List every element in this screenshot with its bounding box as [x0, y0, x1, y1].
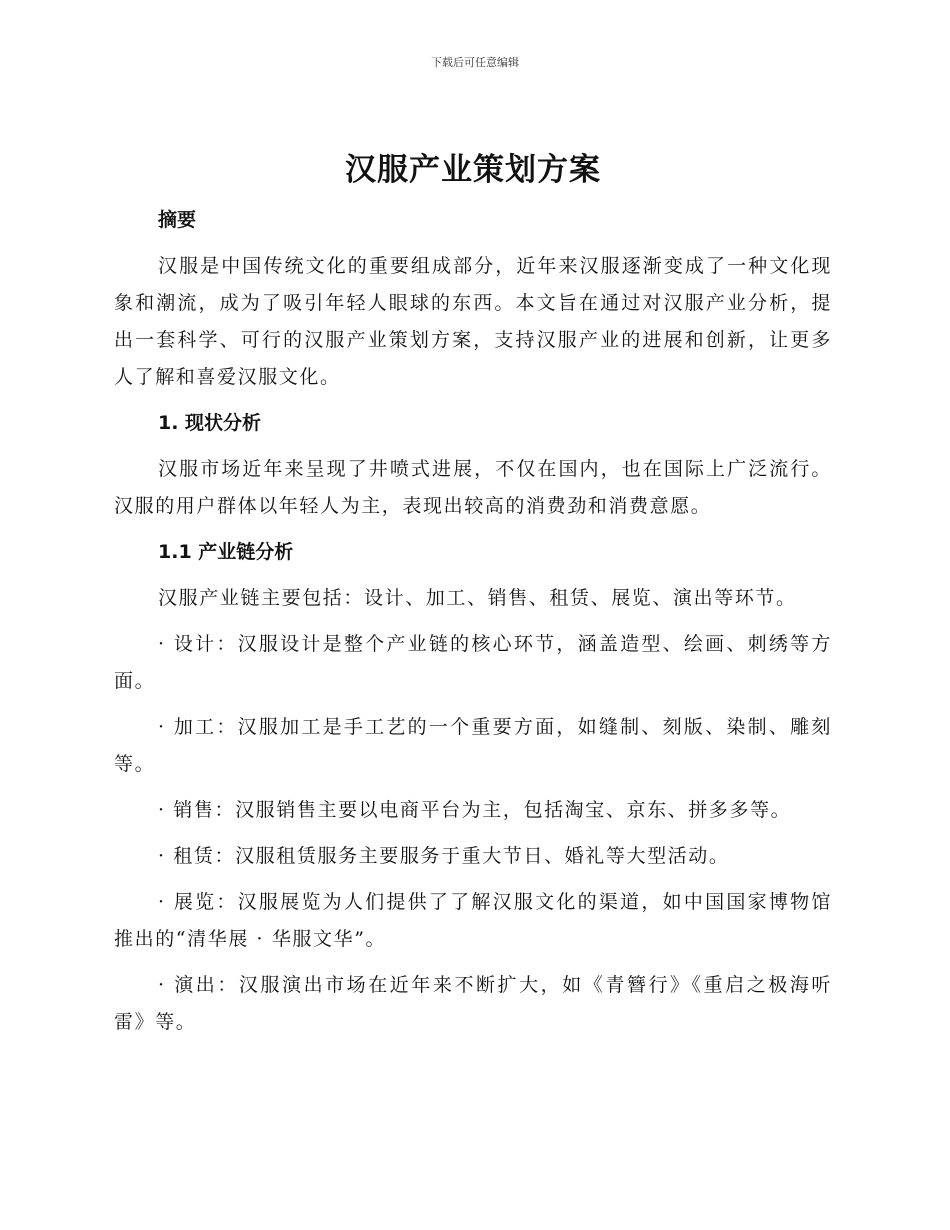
chain-item-processing: · 加工：汉服加工是手工艺的一个重要方面，如缝制、刻版、染制、雕刻等。: [114, 716, 832, 775]
section-heading-industry-chain: 1.1 产业链分析: [158, 541, 294, 563]
chain-item-sales: · 销售：汉服销售主要以电商平台为主，包括淘宝、京东、拼多多等。: [158, 799, 792, 821]
status-analysis-paragraph: 汉服市场近年来呈现了井喷式进展，不仅在国内，也在国际上广泛流行。汉服的用户群体以年轻人为主，表现出较高的消费劲和消费意愿。: [114, 458, 832, 517]
document-body: [114, 148, 832, 1050]
chain-item-exhibition: · 展览：汉服展览为人们提供了了解汉服文化的渠道，如中国国家博物馆推出的“清华展 · 华服文华”。: [114, 891, 832, 950]
page-header-note: 下载后可任意编辑: [431, 56, 519, 69]
abstract-paragraph: 汉服是中国传统文化的重要组成部分，近年来汉服逐渐变成了一种文化现象和潮流，成为了吸引年轻人眼球的东西。本文旨在通过对汉服产业分析，提出一套科学、可行的汉服产业策划方案，支持汉服产业的进展和创新，让更多人了解和喜爱汉服文化。: [114, 255, 832, 388]
document-title: 汉服产业策划方案: [345, 152, 601, 188]
abstract-heading: 摘要: [158, 209, 197, 231]
chain-item-performance: · 演出：汉服演出市场在近年来不断扩大，如《青簪行》《重启之极海听雷》等。: [114, 974, 832, 1033]
chain-item-rental: · 租赁：汉服租赁服务主要服务于重大节日、婚礼等大型活动。: [158, 845, 730, 867]
section-heading-status-analysis: 1. 现状分析: [158, 412, 262, 434]
industry-chain-intro: 汉服产业链主要包括：设计、加工、销售、租赁、展览、演出等环节。: [158, 587, 797, 609]
chain-item-design: · 设计：汉服设计是整个产业链的核心环节，涵盖造型、绘画、刺绣等方面。: [114, 633, 832, 692]
